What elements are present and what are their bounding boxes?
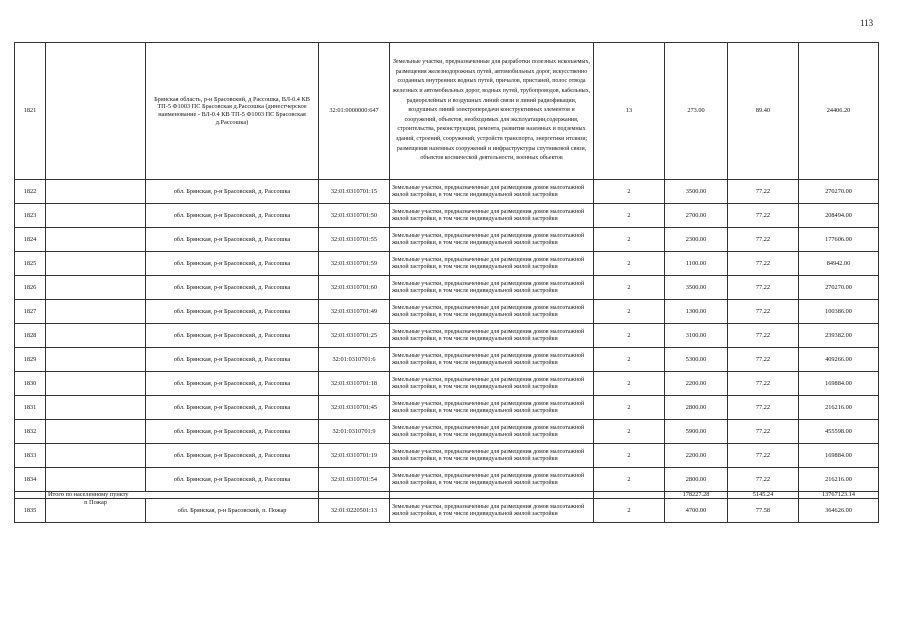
address-cell: обл. Брянская, р-н Брасовский, д. Рассошка xyxy=(146,372,319,396)
address-cell: обл. Брянская, р-н Брасовский, д. Рассошка xyxy=(146,468,319,492)
row-number: 1826 xyxy=(15,276,46,300)
table-row xyxy=(15,499,879,523)
settlement-cell xyxy=(46,468,146,492)
value-cell: 455598.00 xyxy=(799,420,879,444)
land-use-cell: Земельные участки, предназначенные для размещения домов малоэтажной жилой застройки, в том числе индивидуальной жилой застройки xyxy=(390,276,594,300)
cadastral-number-cell: 32:01:0310701:55 xyxy=(319,228,390,252)
rate-cell: 77.22 xyxy=(728,372,799,396)
group-cell: 2 xyxy=(594,372,665,396)
land-use-cell: Земельные участки, предназначенные для размещения домов малоэтажной жилой застройки, в том числе индивидуальной жилой застройки xyxy=(390,324,594,348)
rate-cell: 77.22 xyxy=(728,324,799,348)
value-cell: 270270.00 xyxy=(799,180,879,204)
cadastral-number-cell: 32:01:0000000:647 xyxy=(319,43,390,180)
row-number: 1827 xyxy=(15,300,46,324)
address-cell: обл. Брянская, р-н Брасовский, д. Рассошка xyxy=(146,204,319,228)
cadastral-number-cell: 32:01:0310701:50 xyxy=(319,204,390,228)
land-use-cell: Земельные участки, предназначенные для размещения домов малоэтажной жилой застройки, в том числе индивидуальной жилой застройки xyxy=(390,396,594,420)
row-number xyxy=(15,492,46,499)
area-cell: 1100.00 xyxy=(665,252,728,276)
table-row xyxy=(15,228,879,252)
area-cell: 2300.00 xyxy=(665,228,728,252)
cadastral-number-cell: 32:01:0310701:45 xyxy=(319,396,390,420)
row-number: 1833 xyxy=(15,444,46,468)
cadastral-number-cell: 32:01:0310701:19 xyxy=(319,444,390,468)
table-row xyxy=(15,180,879,204)
table-row xyxy=(15,43,879,180)
rate-cell: 77.22 xyxy=(728,300,799,324)
area-cell: 3500.00 xyxy=(665,180,728,204)
group-cell: 2 xyxy=(594,300,665,324)
land-use-cell xyxy=(390,492,594,499)
group-cell: 2 xyxy=(594,396,665,420)
cadastral-number-cell: 32:01:0310701:49 xyxy=(319,300,390,324)
area-cell: 3500.00 xyxy=(665,276,728,300)
row-number: 1823 xyxy=(15,204,46,228)
total-value: 13767123.14 xyxy=(799,492,879,499)
settlement-cell xyxy=(46,300,146,324)
area-cell: 2800.00 xyxy=(665,396,728,420)
settlement-cell xyxy=(46,444,146,468)
address-cell: обл. Брянская, р-н Брасовский, д. Рассошка xyxy=(146,300,319,324)
cadastral-number-cell: 32:01:0310701:25 xyxy=(319,324,390,348)
address-cell: обл. Брянская, р-н Брасовский, д. Рассошка xyxy=(146,276,319,300)
land-use-cell: Земельные участки, предназначенные для размещения домов малоэтажной жилой застройки, в том числе индивидуальной жилой застройки xyxy=(390,372,594,396)
table-row xyxy=(15,252,879,276)
settlement-cell xyxy=(46,396,146,420)
value-cell: 364626.00 xyxy=(799,499,879,523)
address-cell: обл. Брянская, р-н Брасовский, д. Рассошка xyxy=(146,180,319,204)
value-cell: 169884.00 xyxy=(799,372,879,396)
total-area: 178227.28 xyxy=(665,492,728,499)
cadastral-number-cell: 32:01:0310701:9 xyxy=(319,420,390,444)
row-number: 1834 xyxy=(15,468,46,492)
group-cell: 2 xyxy=(594,228,665,252)
row-number: 1824 xyxy=(15,228,46,252)
rate-cell: 77.22 xyxy=(728,228,799,252)
rate-cell: 77.22 xyxy=(728,420,799,444)
row-number: 1835 xyxy=(15,499,46,523)
cadastral-number-cell: 32:01:0220501:13 xyxy=(319,499,390,523)
rate-cell: 77.58 xyxy=(728,499,799,523)
table-row xyxy=(15,468,879,492)
area-cell: 2700.00 xyxy=(665,204,728,228)
address-cell: обл. Брянская, р-н Брасовский, д. Рассошка xyxy=(146,348,319,372)
address-cell: обл. Брянская, р-н Брасовский, п. Пожар xyxy=(146,499,319,523)
area-cell: 2200.00 xyxy=(665,372,728,396)
group-cell: 2 xyxy=(594,420,665,444)
area-cell: 5300.00 xyxy=(665,348,728,372)
land-use-cell: Земельные участки, предназначенные для размещения домов малоэтажной жилой застройки, в том числе индивидуальной жилой застройки xyxy=(390,300,594,324)
group-cell: 2 xyxy=(594,252,665,276)
cadastral-number-cell: 32:01:0310701:15 xyxy=(319,180,390,204)
group-cell: 2 xyxy=(594,204,665,228)
cadastral-number-cell: 32:01:0310701:54 xyxy=(319,468,390,492)
group-cell: 2 xyxy=(594,444,665,468)
group-cell: 2 xyxy=(594,180,665,204)
row-number: 1830 xyxy=(15,372,46,396)
settlement-cell xyxy=(46,43,146,180)
address-cell: обл. Брянская, р-н Брасовский, д. Рассошка xyxy=(146,420,319,444)
settlement-cell xyxy=(46,180,146,204)
row-number: 1828 xyxy=(15,324,46,348)
total-label: Итого по населенному пункту xyxy=(46,492,319,499)
land-use-cell: Земельные участки, предназначенные для разработки полезных ископаемых, размещения железнодорожных путей, автомобильных дорог, искусственно созданных внутренних водных путей, причалов, пристаней, полос отвода железных и автомобильных дорог, водных путей, трубопроводов, кабельных, радиорелейных и воздушных линий связи и линий радиофикации, воздушных линий электропередачи конструктивных элементов и сооружений, объектов, необходимых для эксплуатации,содержания, строительства, реконструкции, ремонта, развития наземных и подземных зданий, строений, сооружений, устройств транспорта, энергетики итсвязи; размещения наземных сооружений и инфраструктуры спутниковой связи, объектов космической деятельности, военных объектов xyxy=(390,43,594,180)
cadastral-number-cell: 32:01:0310701:6 xyxy=(319,348,390,372)
settlement-cell xyxy=(46,228,146,252)
rate-cell: 77.22 xyxy=(728,468,799,492)
row-number: 1821 xyxy=(15,43,46,180)
total-row xyxy=(15,492,879,499)
group-cell: 2 xyxy=(594,499,665,523)
rate-cell: 77.22 xyxy=(728,348,799,372)
value-cell: 270270.00 xyxy=(799,276,879,300)
value-cell: 239382.00 xyxy=(799,324,879,348)
area-cell: 2200.00 xyxy=(665,444,728,468)
table-row xyxy=(15,396,879,420)
land-use-cell: Земельные участки, предназначенные для размещения домов малоэтажной жилой застройки, в том числе индивидуальной жилой застройки xyxy=(390,499,594,523)
area-cell: 2800.00 xyxy=(665,468,728,492)
value-cell: 177606.00 xyxy=(799,228,879,252)
land-use-cell: Земельные участки, предназначенные для размещения домов малоэтажной жилой застройки, в том числе индивидуальной жилой застройки xyxy=(390,228,594,252)
value-cell: 169884.00 xyxy=(799,444,879,468)
address-cell: обл. Брянская, р-н Брасовский, д. Рассошка xyxy=(146,252,319,276)
land-use-cell: Земельные участки, предназначенные для размещения домов малоэтажной жилой застройки, в том числе индивидуальной жилой застройки xyxy=(390,180,594,204)
row-number: 1832 xyxy=(15,420,46,444)
area-cell: 3100.00 xyxy=(665,324,728,348)
rate-cell: 77.22 xyxy=(728,180,799,204)
rate-cell: 77.22 xyxy=(728,204,799,228)
table-row xyxy=(15,420,879,444)
value-cell: 24406.20 xyxy=(799,43,879,180)
land-use-cell: Земельные участки, предназначенные для размещения домов малоэтажной жилой застройки, в том числе индивидуальной жилой застройки xyxy=(390,348,594,372)
settlement-cell xyxy=(46,204,146,228)
cadastral-number-cell xyxy=(319,492,390,499)
value-cell: 208494.00 xyxy=(799,204,879,228)
cadastral-number-cell: 32:01:0310701:59 xyxy=(319,252,390,276)
table-row xyxy=(15,300,879,324)
group-cell: 13 xyxy=(594,43,665,180)
table-row xyxy=(15,444,879,468)
value-cell: 216216.00 xyxy=(799,468,879,492)
settlement-cell xyxy=(46,420,146,444)
table-row xyxy=(15,324,879,348)
value-cell: 216216.00 xyxy=(799,396,879,420)
table-row xyxy=(15,348,879,372)
land-use-cell: Земельные участки, предназначенные для размещения домов малоэтажной жилой застройки, в том числе индивидуальной жилой застройки xyxy=(390,204,594,228)
settlement-cell xyxy=(46,276,146,300)
land-use-cell: Земельные участки, предназначенные для размещения домов малоэтажной жилой застройки, в том числе индивидуальной жилой застройки xyxy=(390,444,594,468)
row-number: 1831 xyxy=(15,396,46,420)
rate-cell: 89.40 xyxy=(728,43,799,180)
group-cell: 2 xyxy=(594,348,665,372)
table-row xyxy=(15,276,879,300)
area-cell: 1300.00 xyxy=(665,300,728,324)
rate-cell: 77.22 xyxy=(728,444,799,468)
address-cell: обл. Брянская, р-н Брасовский, д. Рассошка xyxy=(146,444,319,468)
group-cell: 2 xyxy=(594,324,665,348)
area-cell: 4700.00 xyxy=(665,499,728,523)
rate-cell: 77.22 xyxy=(728,252,799,276)
area-cell: 5900.00 xyxy=(665,420,728,444)
area-cell: 273.00 xyxy=(665,43,728,180)
cadastral-number-cell: 32:01:0310701:18 xyxy=(319,372,390,396)
cadastral-number-cell: 32:01:0310701:60 xyxy=(319,276,390,300)
page-number: 113 xyxy=(860,18,874,28)
rate-cell: 77.22 xyxy=(728,276,799,300)
address-cell: обл. Брянская, р-н Брасовский, д. Рассошка xyxy=(146,396,319,420)
address-cell: обл. Брянская, р-н Брасовский, д. Рассошка xyxy=(146,324,319,348)
table-row xyxy=(15,204,879,228)
value-cell: 100386.00 xyxy=(799,300,879,324)
address-cell: обл. Брянская, р-н Брасовский, д. Рассошка xyxy=(146,228,319,252)
table-row xyxy=(15,372,879,396)
row-number: 1822 xyxy=(15,180,46,204)
group-cell: 2 xyxy=(594,276,665,300)
settlement-cell xyxy=(46,324,146,348)
cadastral-value-table xyxy=(14,42,879,523)
total-rate: 5145.24 xyxy=(728,492,799,499)
group-cell: 2 xyxy=(594,468,665,492)
group-cell xyxy=(594,492,665,499)
settlement-cell xyxy=(46,348,146,372)
settlement-cell: п Пожар xyxy=(46,499,146,523)
settlement-cell xyxy=(46,252,146,276)
value-cell: 84942.00 xyxy=(799,252,879,276)
row-number: 1829 xyxy=(15,348,46,372)
rate-cell: 77.22 xyxy=(728,396,799,420)
land-use-cell: Земельные участки, предназначенные для размещения домов малоэтажной жилой застройки, в том числе индивидуальной жилой застройки xyxy=(390,468,594,492)
address-cell: Брянская область, р-н Брасовский, д Рассошка, ВЛ-0.4 КВ ТП-5 Ф1003 ПС Брасовская д.Рассошка (динестчерское наименование - ВЛ-0.4 КВ ТП-5 Ф1003 ПС Брасовская д.Рассошка) xyxy=(146,43,319,180)
land-use-cell: Земельные участки, предназначенные для размещения домов малоэтажной жилой застройки, в том числе индивидуальной жилой застройки xyxy=(390,252,594,276)
settlement-cell xyxy=(46,372,146,396)
land-use-cell: Земельные участки, предназначенные для размещения домов малоэтажной жилой застройки, в том числе индивидуальной жилой застройки xyxy=(390,420,594,444)
row-number: 1825 xyxy=(15,252,46,276)
value-cell: 409266.00 xyxy=(799,348,879,372)
